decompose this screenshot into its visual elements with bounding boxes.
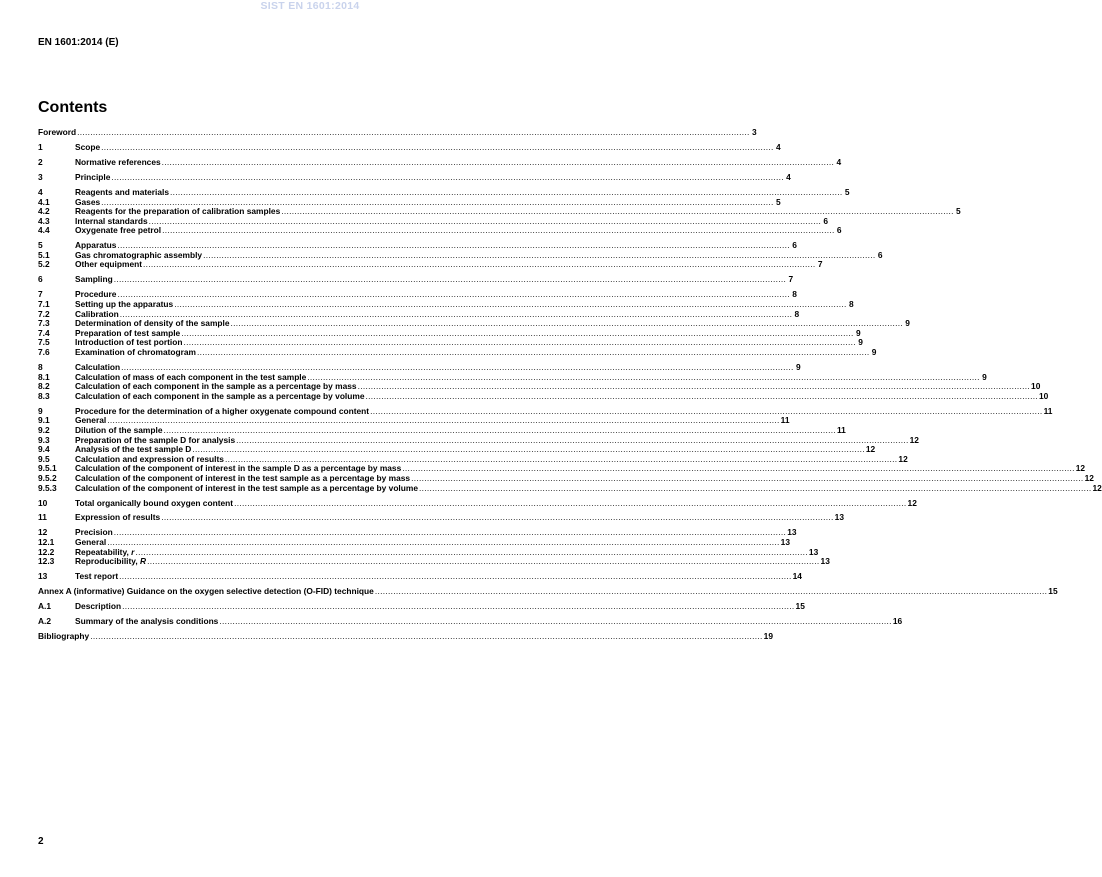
toc-entry-title: Gases	[75, 196, 101, 207]
toc-entry-number: 7.5	[38, 337, 50, 348]
toc-entry[interactable]	[38, 171, 791, 183]
toc-entry-number: 12	[38, 527, 48, 538]
toc-entry-number: 7.2	[38, 308, 50, 319]
toc-entry[interactable]	[38, 482, 1102, 494]
toc-entry-page: 12	[907, 497, 917, 508]
toc-entry-title: Summary of the analysis conditions	[75, 616, 219, 627]
toc-entry-title: General	[75, 415, 107, 426]
toc-entry-title: General	[75, 537, 107, 548]
toc-entry-number: 8	[38, 362, 43, 372]
toc-entry-number: 10	[38, 497, 48, 508]
dot-leader	[90, 632, 762, 642]
toc-entry-title: Analysis of the test sample D	[75, 444, 192, 455]
toc-entry-number: A.2	[38, 616, 52, 627]
toc-entry-number: 4.2	[38, 206, 50, 217]
toc-entry-number: 9.3	[38, 434, 50, 445]
toc-entry-page: 4	[786, 171, 791, 182]
toc-entry[interactable]	[38, 601, 805, 612]
toc-entry-page: 15	[795, 601, 805, 612]
dot-leader	[143, 260, 815, 270]
toc-entry-title: Procedure	[75, 289, 117, 300]
toc-entry[interactable]	[38, 571, 802, 582]
toc-entry-symbol: r	[131, 546, 135, 557]
dot-leader	[77, 128, 749, 138]
toc-entry[interactable]	[38, 586, 1058, 597]
toc-entry-page: 15	[1048, 586, 1058, 597]
toc-entry-page: 7	[817, 259, 823, 270]
toc-entry[interactable]	[38, 259, 823, 270]
toc-entry-title: Dilution of the sample	[75, 424, 163, 435]
toc-entry-title: Examination of chromatogram	[75, 347, 196, 358]
toc-entry-number: 4.3	[38, 215, 50, 226]
toc-entry-title: Test report	[75, 571, 119, 582]
toc-entry-page: 8	[792, 289, 797, 300]
toc-entry-title: Calculation of the component of interest in the test sample as a percentage by mass	[75, 472, 411, 483]
toc-entry-title: Reagents and materials	[75, 186, 170, 197]
toc-entry-page: 4	[775, 141, 781, 152]
toc-entry-page: 13	[834, 512, 844, 523]
watermark: SIST EN 1601:2014	[260, 0, 360, 12]
toc-entry-page: 5	[775, 196, 781, 207]
dot-leader	[219, 617, 891, 627]
toc-entry-title: Setting up the apparatus	[75, 299, 174, 310]
toc-entry-page: 9	[982, 371, 987, 382]
toc-entry-title: Principle	[75, 171, 111, 182]
toc-entry-number: 9	[38, 405, 43, 416]
dot-leader	[101, 143, 773, 153]
document-id: EN 1601:2014 (E)	[38, 37, 119, 48]
toc-entry-symbol: R	[140, 556, 147, 567]
toc-entry-number: 1	[38, 141, 43, 152]
toc-entry-title: Calculation and expression of results	[75, 453, 224, 464]
dot-leader	[119, 572, 791, 582]
toc-entry-number: 9.5	[38, 453, 50, 464]
toc-entry-number: 7.6	[38, 347, 50, 358]
toc-entry-number: 8.1	[38, 371, 50, 382]
toc-entry-page: 5	[844, 186, 850, 197]
toc-entry-page: 9	[905, 318, 910, 329]
toc-entry[interactable]	[38, 497, 917, 509]
dot-leader	[147, 557, 819, 567]
toc-entry-title: Reproducibility, R	[75, 556, 147, 567]
toc-entry-number: 9.5.2	[38, 472, 57, 483]
toc-entry-page: 9	[871, 347, 877, 358]
toc-entry[interactable]	[38, 390, 1049, 402]
toc-entry-number: 7.1	[38, 299, 50, 310]
toc-entry-page: 13	[780, 537, 790, 548]
toc-entry-page: 11	[1043, 405, 1053, 416]
dot-leader	[162, 226, 834, 236]
toc-entry-page: 10	[1038, 390, 1049, 401]
toc-entry-page: 9	[855, 327, 861, 338]
toc-entry-title: Foreword	[38, 127, 77, 137]
dot-leader	[197, 348, 869, 358]
dot-leader	[162, 158, 834, 168]
toc-entry-number: 9.1	[38, 415, 50, 426]
dot-leader	[419, 484, 1091, 494]
toc-entry[interactable]	[38, 512, 844, 523]
toc-entry-number: 9.4	[38, 444, 50, 455]
toc-entry-title: Total organically bound oxygen content	[75, 497, 234, 508]
toc-entry-page: 9	[858, 337, 863, 348]
toc-entry-page: 12	[898, 453, 908, 464]
toc-entry-title: Precision	[75, 527, 113, 538]
toc-entry-page: 13	[787, 527, 797, 538]
toc-entry-page: 6	[836, 225, 842, 236]
toc-entry-page: 12	[865, 444, 876, 455]
toc-entry-page: 12	[909, 434, 919, 445]
toc-entry-number: 11	[38, 512, 47, 523]
toc-entry[interactable]	[38, 556, 830, 567]
toc-entry-title: Calculation of the component of interest in the sample D as a percentage by mass	[75, 463, 402, 474]
toc-entry-number: 12.3	[38, 556, 55, 567]
toc-entry-title: Expression of results	[75, 512, 161, 523]
toc-entry-number: 9.5.1	[38, 463, 57, 474]
toc-entry-title: Oxygenate free petrol	[75, 225, 162, 236]
toc-entry-number: 9.2	[38, 424, 50, 435]
toc-entry-title: Determination of density of the sample	[75, 318, 230, 329]
toc-entry-number: 8.3	[38, 390, 50, 401]
toc-entry-title: Calibration	[75, 308, 119, 319]
toc-entry-page: 14	[792, 571, 802, 582]
toc-entry-page: 13	[820, 556, 830, 567]
page-number: 2	[38, 836, 44, 847]
toc-entry-number: 5.2	[38, 259, 50, 270]
toc-entry-title: Annex A (informative) Guidance on the oxygen selective detection (O-FID) technique	[38, 586, 374, 597]
toc-entry-title: Apparatus	[75, 240, 117, 251]
toc-entry-title: Bibliography	[38, 631, 90, 642]
toc-entry-title: Internal standards	[75, 215, 148, 226]
toc-entry-title: Calculation of each component in the sample as a percentage by mass	[75, 381, 357, 392]
toc-entry-number: 5.1	[38, 249, 50, 260]
toc-entry-number: 2	[38, 156, 43, 167]
toc-entry-title: Calculation	[75, 362, 121, 372]
toc-entry-title: Scope	[75, 141, 101, 152]
toc-entry-number: 12.2	[38, 546, 55, 557]
dot-leader	[234, 499, 906, 509]
toc-entry-number: A.1	[38, 601, 52, 612]
dot-leader	[114, 275, 786, 285]
toc-entry-title: Sampling	[75, 274, 113, 285]
toc-entry-number: 7.3	[38, 318, 50, 329]
toc-entry-page: 6	[792, 240, 797, 251]
toc-entry[interactable]	[38, 616, 903, 627]
toc-entry-title: Other equipment	[75, 259, 143, 270]
toc-entry-page: 6	[823, 215, 829, 226]
toc-entry-page: 11	[836, 424, 846, 435]
toc-entry-number: 7.4	[38, 327, 50, 338]
toc-entry-title: Calculation of mass of each component in the test sample	[75, 371, 307, 382]
toc-entry-page: 19	[763, 631, 773, 642]
toc-entry-title: Gas chromatographic assembly	[75, 249, 203, 260]
toc-entry-number: 4	[38, 186, 43, 197]
toc-entry-number: 12.1	[38, 537, 55, 548]
toc-entry-page: 13	[808, 546, 819, 557]
toc-entry[interactable]	[38, 141, 781, 153]
toc-entry-number: 4.4	[38, 225, 50, 236]
toc-entry-title: Normative references	[75, 156, 161, 167]
toc-entry-number: 5	[38, 240, 43, 251]
toc-entry-number: 8.2	[38, 381, 50, 392]
toc-entry[interactable]	[38, 127, 757, 138]
toc-entry-page: 7	[788, 274, 794, 285]
toc-entry-title: Introduction of test portion	[75, 337, 183, 348]
page-title: Contents	[38, 99, 108, 116]
toc-entry-number: 9.5.3	[38, 482, 57, 493]
toc-entry-title: Reagents for the preparation of calibration samples	[75, 206, 281, 217]
toc-entry[interactable]	[38, 347, 877, 358]
toc-entry-page: 16	[892, 616, 903, 627]
toc-entry[interactable]	[38, 274, 794, 285]
toc-entry-page: 8	[794, 308, 800, 319]
table-of-contents	[38, 127, 1102, 642]
dot-leader	[122, 602, 794, 612]
toc-entry-page: 11	[780, 415, 790, 426]
toc-entry-page: 4	[836, 156, 842, 167]
toc-entry-page: 5	[956, 206, 961, 217]
toc-entry-page: 10	[1031, 381, 1041, 392]
toc-entry-page: 12	[1084, 472, 1094, 483]
toc-entry[interactable]	[38, 225, 842, 236]
toc-entry-title: Calculation of each component in the sample as a percentage by volume	[75, 390, 365, 401]
toc-entry-page: 12	[1092, 482, 1102, 493]
toc-entry-title: Preparation of test sample	[75, 327, 181, 338]
toc-entry[interactable]	[38, 156, 842, 168]
toc-entry-title: Repeatability, r	[75, 546, 135, 557]
toc-entry-number: 7	[38, 289, 43, 300]
toc-entry-number: 4.1	[38, 196, 50, 207]
toc-entry-number: 13	[38, 571, 48, 582]
dot-leader	[375, 587, 1047, 597]
toc-entry[interactable]	[38, 631, 773, 642]
dot-leader	[161, 513, 833, 523]
toc-entry-number: 6	[38, 274, 43, 285]
toc-entry-page: 9	[795, 362, 801, 372]
toc-entry-title: Description	[75, 601, 122, 612]
toc-entry-title: Calculation of the component of interest in the test sample as a percentage by volume	[75, 482, 418, 493]
toc-entry-page: 12	[1075, 463, 1086, 474]
toc-entry-title: Preparation of the sample D for analysis	[75, 434, 236, 445]
toc-entry-page: 8	[848, 299, 854, 310]
toc-entry-page: 6	[877, 249, 883, 260]
toc-entry-title: Procedure for the determination of a higher oxygenate compound content	[75, 405, 370, 416]
toc-entry-page: 3	[751, 127, 757, 137]
dot-leader	[365, 392, 1037, 402]
dot-leader	[111, 173, 783, 183]
toc-entry-number: 3	[38, 171, 43, 182]
